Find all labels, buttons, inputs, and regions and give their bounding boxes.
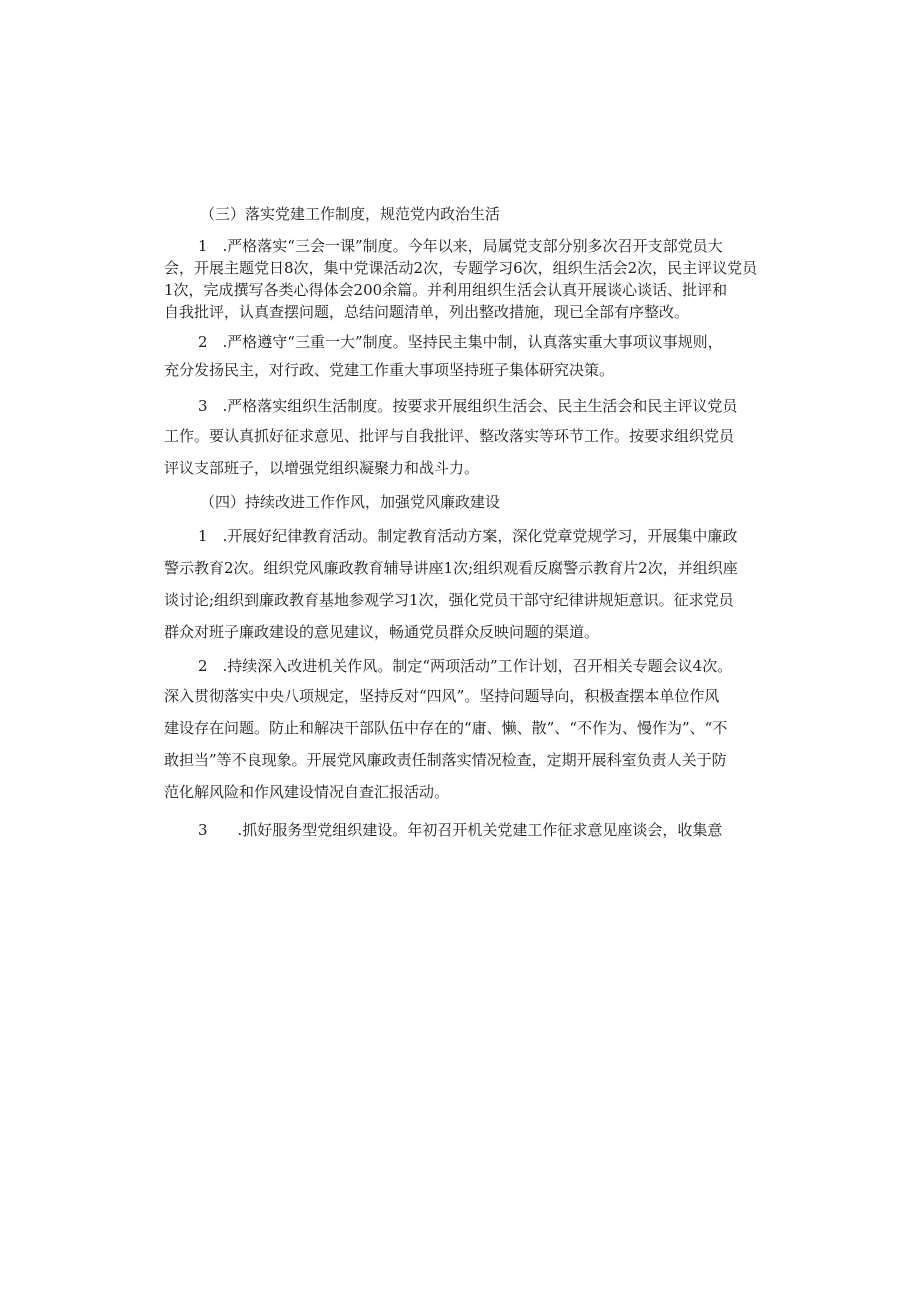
paragraph-4-2-line-4: 敢担当”等不良现象。开展党风廉政责任制落实情况检查，定期开展科室负责人关于防 bbox=[164, 751, 727, 769]
paragraph-3-1-line-3: 1次，完成撰写各类心得体会200余篇。并利用组织生活会认真开展谈心谈话、批评和 bbox=[164, 281, 728, 299]
paragraph-4-1-line-4: 群众对班子廉政建设的意见建议，畅通党员群众反映问题的渠道。 bbox=[164, 623, 600, 641]
paragraph-3-2-line-2: 充分发扬民主，对行政、党建工作重大事项坚持班子集体研究决策。 bbox=[164, 361, 615, 379]
paragraph-4-2-line-5: 范化解风险和作风建设情况自查汇报活动。 bbox=[164, 783, 450, 801]
section-heading-3: （三）落实党建工作制度，规范党内政治生活 bbox=[200, 205, 501, 223]
paragraph-3-3-line-2: 工作。要认真抓好征求意见、批评与自我批评、整改落实等环节工作。按要求组织党员 bbox=[164, 427, 735, 445]
paragraph-3-3-line-3: 评议支部班子，以增强党组织凝聚力和战斗力。 bbox=[164, 459, 480, 477]
paragraph-3-2-line-1: 2 .严格遵守“三重一大”制度。坚持民主集中制，认真落实重大事项议事规则， bbox=[198, 333, 723, 351]
paragraph-3-3-line-1: 3 .严格落实组织生活制度。按要求开展组织生活会、民主生活会和民主评议党员 bbox=[198, 397, 738, 415]
paragraph-4-2-line-1: 2 .持续深入改进机关作风。制定“两项活动”工作计划，召开相关专题会议4次。 bbox=[198, 657, 733, 675]
section-heading-4: （四）持续改进工作作风，加强党风廉政建设 bbox=[200, 493, 501, 511]
paragraph-4-1-line-1: 1 .开展好纪律教育活动。制定教育活动方案，深化党章党规学习，开展集中廉政 bbox=[198, 527, 738, 545]
paragraph-4-2-line-3: 建设存在问题。防止和解决干部队伍中存在的“庸、懒、散”、“不作为、慢作为”、“不 bbox=[164, 719, 728, 737]
paragraph-3-1-line-2: 会，开展主题党日8次，集中党课活动2次，专题学习6次，组织生活会2次，民主评议党员 bbox=[164, 259, 758, 277]
paragraph-4-1-line-3: 谈讨论;组织到廉政教育基地参观学习1次，强化党员干部守纪律讲规矩意识。征求党员 bbox=[164, 591, 734, 609]
paragraph-4-2-line-2: 深入贯彻落实中央八项规定，坚持反对“四风”。坚持问题导向，积极查摆本单位作风 bbox=[164, 687, 720, 705]
paragraph-3-1-line-4: 自我批评，认真查摆问题，总结问题清单，列出整改措施，现已全部有序整改。 bbox=[164, 303, 690, 321]
paragraph-4-3-line-1: 3 .抓好服务型党组织建设。年初召开机关党建工作征求意见座谈会，收集意 bbox=[198, 821, 723, 839]
paragraph-3-1-line-1: 1 .严格落实“三会一课”制度。今年以来，局属党支部分别多次召开支部党员大 bbox=[198, 237, 723, 255]
paragraph-4-1-line-2: 警示教育2次。组织党风廉政教育辅导讲座1次;组织观看反腐警示教育片2次，并组织座 bbox=[164, 559, 738, 577]
